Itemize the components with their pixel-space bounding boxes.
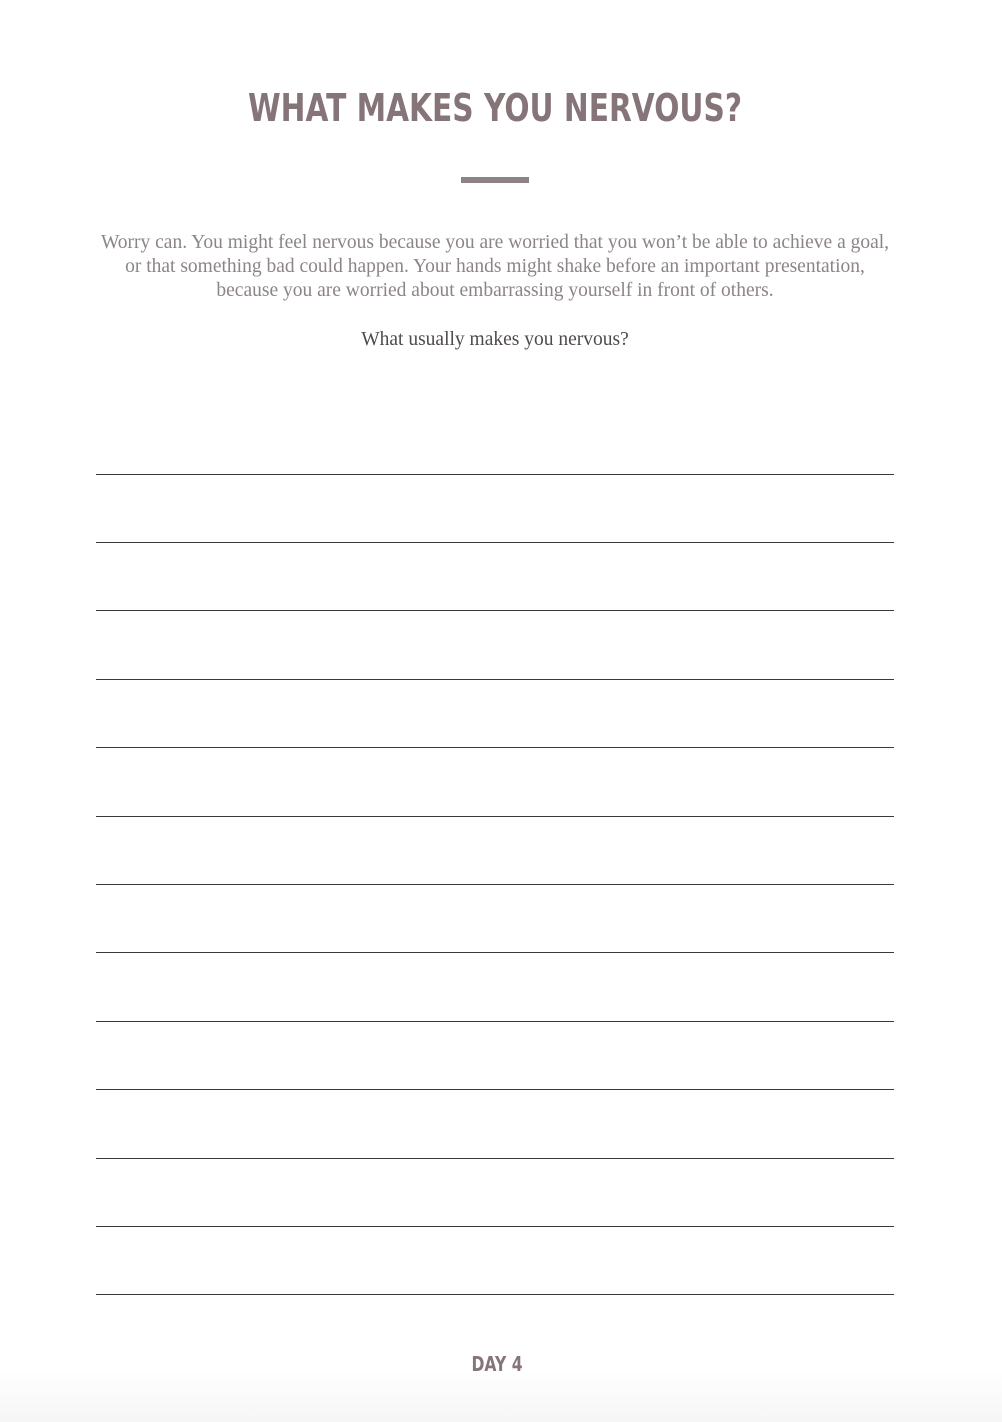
- page-title: WHAT MAKES YOU NERVOUS?: [247, 86, 743, 130]
- answer-line[interactable]: [96, 679, 894, 680]
- answer-line[interactable]: [96, 1226, 894, 1227]
- answer-line[interactable]: [96, 1158, 894, 1159]
- answer-line[interactable]: [96, 747, 894, 748]
- prompt-question: What usually makes you nervous?: [361, 329, 629, 350]
- answer-line[interactable]: [96, 816, 894, 817]
- answer-line[interactable]: [96, 1294, 894, 1295]
- answer-line[interactable]: [96, 952, 894, 953]
- answer-line[interactable]: [96, 474, 894, 475]
- answer-line[interactable]: [96, 610, 894, 611]
- answer-lines: [96, 0, 894, 1422]
- answer-line[interactable]: [96, 1089, 894, 1090]
- answer-line[interactable]: [96, 1021, 894, 1022]
- intro-paragraph: Worry can. You might feel nervous because you are worried that you won’t be able to achieve a goal, or that something bad could happen. Your hands might shake before an important presentation, because you are worried about embarrassing yourself in front of others.: [100, 232, 890, 301]
- page-footer-day: DAY 4: [471, 1352, 523, 1376]
- answer-line[interactable]: [96, 884, 894, 885]
- answer-line[interactable]: [96, 542, 894, 543]
